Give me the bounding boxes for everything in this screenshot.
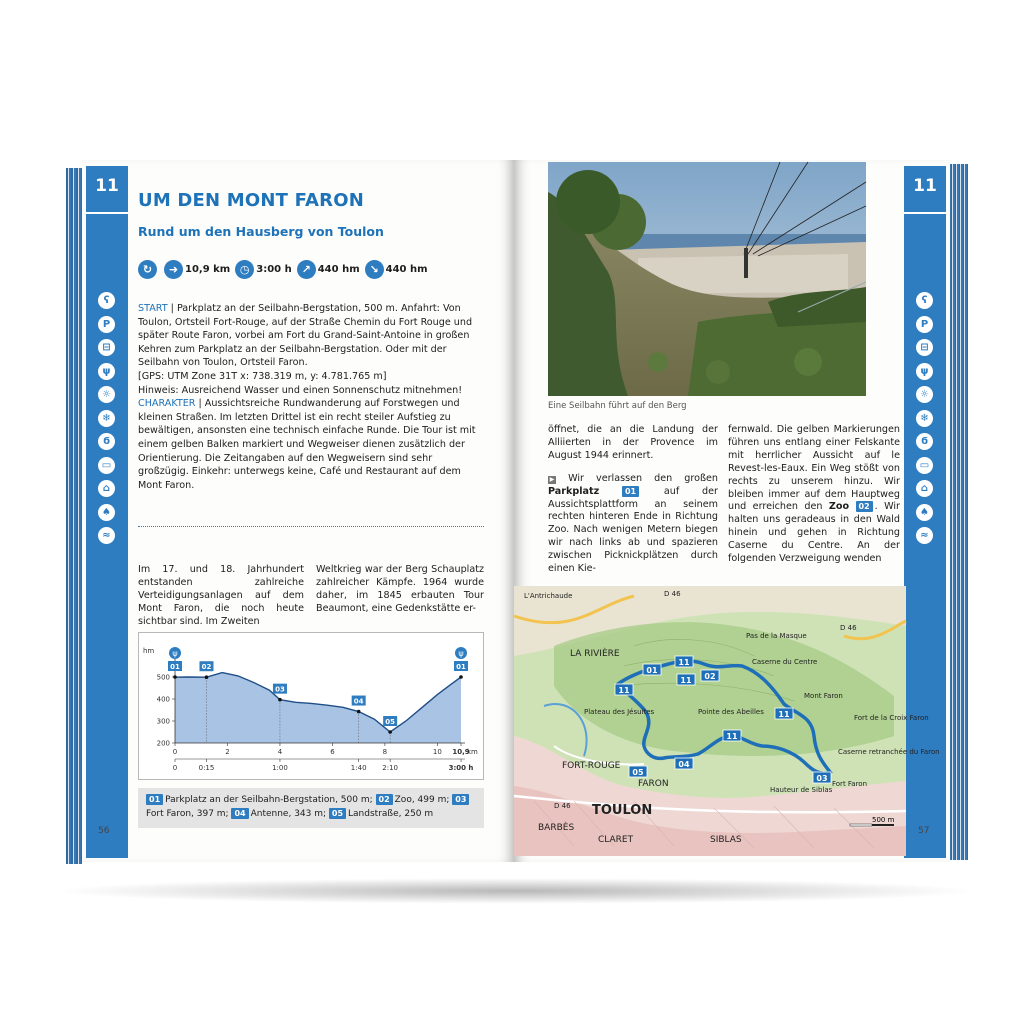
restaurant-glyph: ψ [172, 649, 178, 658]
y-axis-label: hm [143, 647, 155, 655]
col4-text-b: . Wir halten uns geradeaus in den Wald hinein und gehen in Richtung Caserne du Centre. An der folgenden Verzweigung wenden [728, 501, 900, 565]
legend-text: Parkplatz an der Seilbahn-Bergstation, 500 m; [165, 795, 376, 805]
book-shadow [50, 878, 980, 904]
landscape-photo [548, 162, 866, 396]
map-label-faron: FARON [638, 779, 669, 789]
bear-icon: ʕ [98, 292, 115, 309]
bicycle-icon: ϭ [98, 433, 115, 450]
page-number-right: 57 [918, 826, 930, 836]
map-route-badge-label: 11 [726, 732, 738, 741]
waypoint-badge: 01 [622, 486, 639, 497]
time-tick-label: 0:15 [198, 764, 215, 772]
stat-distance [164, 260, 230, 279]
hint-line: Hinweis: Ausreichend Wasser und einen Sonnenschutz mitnehmen! [138, 384, 463, 396]
col3-bold: Parkplatz [548, 485, 600, 497]
map-label-mont-faron: Mont Faron [804, 692, 843, 700]
waypoint-badge-label: 01 [170, 663, 180, 671]
restaurant-icon: ψ [916, 363, 933, 380]
map-label-d46-left: D 46 [554, 802, 571, 810]
clock-icon: ◷ [235, 260, 254, 279]
x-tick-label: 10,9 [452, 748, 470, 756]
waypoint-legend [138, 788, 484, 828]
time-tick-label: 3:00 h [448, 764, 474, 772]
feature-icons [98, 292, 116, 551]
map-label-claret: CLARET [598, 835, 634, 845]
x-tick-label: 10 [432, 748, 442, 756]
x-axis-unit: km [467, 748, 478, 756]
bus-icon: ▭ [98, 457, 115, 474]
cable-car-icon: ⊟ [916, 339, 933, 356]
page-edges-right [948, 164, 968, 860]
waypoint-badge-label: 05 [385, 718, 396, 726]
legend-text: Fort Faron, 397 m; [146, 809, 232, 819]
map-label-fort-faron: Fort Faron [832, 780, 868, 788]
cable-car-photo [548, 162, 866, 396]
stat-descent-value: 440 hm [385, 263, 428, 275]
time-tick-label: 0 [172, 764, 178, 772]
time-tick-label: 1:40 [350, 764, 367, 772]
stat-duration-value: 3:00 h [256, 263, 292, 275]
legend-text: Antenne, 343 m; [250, 809, 329, 819]
waypoint-dot [357, 710, 361, 714]
map-label-toulon: TOULON [592, 803, 653, 818]
stat-ascent [297, 260, 360, 279]
monument-icon: ⌂ [98, 480, 115, 497]
stat-duration [235, 260, 291, 279]
x-tick-label: 2 [225, 748, 230, 756]
chapter-number-right: 11 [913, 176, 937, 196]
character-label: CHARAKTER [138, 398, 196, 410]
legend-badge: 01 [146, 794, 163, 805]
map-route-badge-label: 11 [778, 710, 790, 719]
map-route-badge-label: 01 [646, 666, 658, 675]
map-route-badge-label: 11 [678, 658, 690, 667]
waypoint-dot [388, 730, 392, 734]
bear-icon: ʕ [916, 292, 933, 309]
character-paragraph [138, 397, 484, 492]
tour-stats [138, 258, 433, 280]
waypoint-dot [205, 675, 209, 679]
left-page [82, 160, 514, 862]
map-label-antrichaude: L'Antrichaude [524, 592, 573, 600]
waypoint-dot [278, 698, 282, 702]
gps-line: [GPS: UTM Zone 31T x: 738.319 m, y: 4.781.765 m] [138, 370, 387, 382]
bus-icon: ▭ [916, 457, 933, 474]
sun-icon: ☼ [98, 386, 115, 403]
col3-para2 [548, 473, 718, 576]
stat-distance-value: 10,9 km [185, 263, 231, 275]
y-tick-label: 500 [156, 673, 170, 682]
loop-icon: ↻ [138, 260, 157, 279]
map-label-la-riviere: LA RIVIÈRE [570, 649, 620, 659]
feature-icons-right [916, 292, 934, 551]
waypoint-dot [173, 675, 177, 679]
parking-icon: P [916, 316, 933, 333]
col3-para1: öffnet, die an die Landung der Alliierten in der Provence im August 1944 erinnert. [548, 424, 718, 461]
elevation-chart [139, 633, 483, 779]
chapter-separator [86, 212, 128, 214]
start-paragraph [138, 302, 484, 370]
waypoint-dot [459, 675, 463, 679]
sun-icon: ☼ [916, 386, 933, 403]
col4-bold: Zoo [828, 501, 850, 513]
tour-intro [138, 302, 484, 492]
map-scale-label: 500 m [872, 816, 895, 824]
time-tick-label: 2:10 [382, 764, 399, 772]
map-route-badge-label: 05 [632, 768, 644, 777]
right-page [514, 160, 950, 862]
elevation-profile [138, 632, 484, 780]
map-label-barbes: BARBÈS [538, 823, 575, 833]
map-route-badge-label: 11 [618, 686, 630, 695]
col3-text-a: Wir verlassen den großen [556, 472, 718, 484]
legend-text: Zoo, 499 m; [394, 795, 453, 805]
swimming-icon: ≈ [98, 527, 115, 544]
x-tick-label: 6 [330, 748, 335, 756]
legend-badge: 03 [452, 794, 469, 805]
body-column-3 [548, 424, 718, 576]
tree-icon: ♠ [916, 504, 933, 521]
body-column-2: Weltkrieg war der Berg Schauplatz zahlreicher Kämpfe. 1964 wurde daher, im 1845 erbauten Tour Beaumont, eine Gedenkstätte er- [316, 564, 484, 614]
start-text: | Parkplatz an der Seilbahn-Bergstation, 500 m. Anfahrt: Von Toulon, Ortsteil Fort-Rouge, auf der Straße Chemin du Fort Rouge und später Route Faron, vorbei am Fort du Grand-Saint-Antoine in großen Kehren zum Parkplatz an der Seilbahn-Bergstation. Oder mit der Seilbahn von Toulon, Ortsteil Faron. [138, 303, 473, 369]
character-text: | Aussichtsreiche Rundwanderung auf Forstwegen und kleinen Straßen. Im letzten Drittel ist ein recht steiler Aufstieg zu bewältigen, ansonsten eine technisch einfache Runde. Die Tour ist mit einem gelben Balken markiert und Wegweiser dienen zusätzlich der Orientierung. Die Zeitangaben auf den Wegweisern sind sehr großzügig. Einkehr: unterwegs keine, Café und Restaurant auf dem Mont Faron. [138, 398, 476, 491]
x-tick-label: 0 [172, 748, 178, 756]
body-column-1: Im 17. und 18. Jahrhundert entstanden zahlreiche Verteidigungsanlagen auf dem Mont Faron, die noch heute sichtbar sind. Im Zweiten [138, 564, 304, 627]
map-label-fort-croix: Fort de la Croix Faron [854, 714, 929, 722]
elevation-area [175, 673, 461, 743]
legend-badge: 05 [329, 808, 346, 819]
waypoint-badge-label: 01 [456, 663, 466, 671]
waypoint-badge-label: 02 [201, 663, 212, 672]
col4-text-a: fernwald. Die gelben Markierungen führen uns entlang einer Felskante mit herrlicher Aussicht auf le Revest-les-Eaux. Ein Weg stößt von rechts zu unserem hinzu. Wir bleiben immer auf dem Hauptweg und erreichen den [728, 424, 900, 513]
stat-type [138, 260, 159, 279]
snowflake-icon: ❄ [916, 410, 933, 427]
map-route-badge-label: 11 [680, 676, 692, 685]
y-tick-label: 300 [156, 717, 170, 726]
chapter-separator-right [904, 212, 946, 214]
distance-sign-icon: ➜ [164, 260, 183, 279]
photo-caption: Eine Seilbahn führt auf den Berg [548, 401, 687, 411]
ascent-icon: ↗ [297, 260, 316, 279]
y-tick-label: 200 [156, 739, 170, 748]
legend-badge: 02 [376, 794, 393, 805]
page-number: 56 [98, 826, 110, 836]
x-tick-label: 8 [382, 748, 388, 756]
swimming-icon: ≈ [916, 527, 933, 544]
stat-ascent-value: 440 hm [317, 263, 360, 275]
map-label-pas-masque: Pas de la Masque [746, 632, 807, 640]
time-tick-label: 1:00 [272, 764, 288, 772]
map-label-caserne-centre: Caserne du Centre [752, 658, 818, 666]
snowflake-icon: ❄ [98, 410, 115, 427]
cable-car-icon: ⊟ [98, 339, 115, 356]
restaurant-icon: ψ [98, 363, 115, 380]
map-route-badge-label: 02 [704, 672, 716, 681]
legend-text: Landstraße, 250 m [348, 809, 434, 819]
map-route-badge-label: 03 [816, 774, 828, 783]
col3-text-b: auf der Aussichtsplattform an seinem rechten hinteren Ende in Richtung Zoo. Nach wenigen Metern biegen wir nach links ab und spazieren zwischen Picknickplätzen durch einen Kie- [548, 485, 718, 575]
map-label-d46-right: D 46 [840, 624, 857, 632]
dotted-divider [138, 526, 484, 527]
map-label-caserne-retranchee: Caserne retranchée du Faron [838, 748, 940, 756]
map-label-plateau-jesuites: Plateau des Jésuites [584, 708, 655, 716]
arrow-icon: ▶ [549, 475, 555, 483]
waypoint-badge-label: 03 [275, 685, 285, 694]
chapter-sidebar-left [86, 166, 128, 858]
monument-icon: ⌂ [916, 480, 933, 497]
restaurant-glyph: ψ [458, 649, 464, 658]
start-label: START [138, 303, 168, 314]
map-label-siblas: SIBLAS [710, 835, 742, 845]
waypoint-badge-2: 02 [856, 501, 873, 512]
descent-icon: ↘ [365, 260, 384, 279]
page-subtitle: Rund um den Hausberg von Toulon [138, 224, 384, 239]
stat-descent [365, 260, 428, 279]
x-tick-label: 4 [277, 748, 283, 756]
map-label-hauteur-siblas: Hauteur de Siblas [770, 786, 833, 794]
page-edges-left [66, 168, 82, 864]
body-column-4 [728, 424, 900, 566]
map-label-d46-top: D 46 [664, 590, 681, 598]
parking-icon: P [98, 316, 115, 333]
legend-badge: 04 [231, 808, 248, 819]
chapter-number: 11 [95, 176, 119, 196]
tree-icon: ♠ [98, 504, 115, 521]
bicycle-icon: ϭ [916, 433, 933, 450]
map-route-badge-label: 04 [678, 760, 690, 769]
page-title: UM DEN MONT FARON [138, 190, 364, 211]
map-label-pointe-abeilles: Pointe des Abeilles [698, 708, 764, 716]
y-tick-label: 400 [156, 695, 170, 704]
waypoint-badge-label: 04 [353, 697, 364, 706]
map-label-fort-rouge: FORT-ROUGE [562, 761, 621, 771]
